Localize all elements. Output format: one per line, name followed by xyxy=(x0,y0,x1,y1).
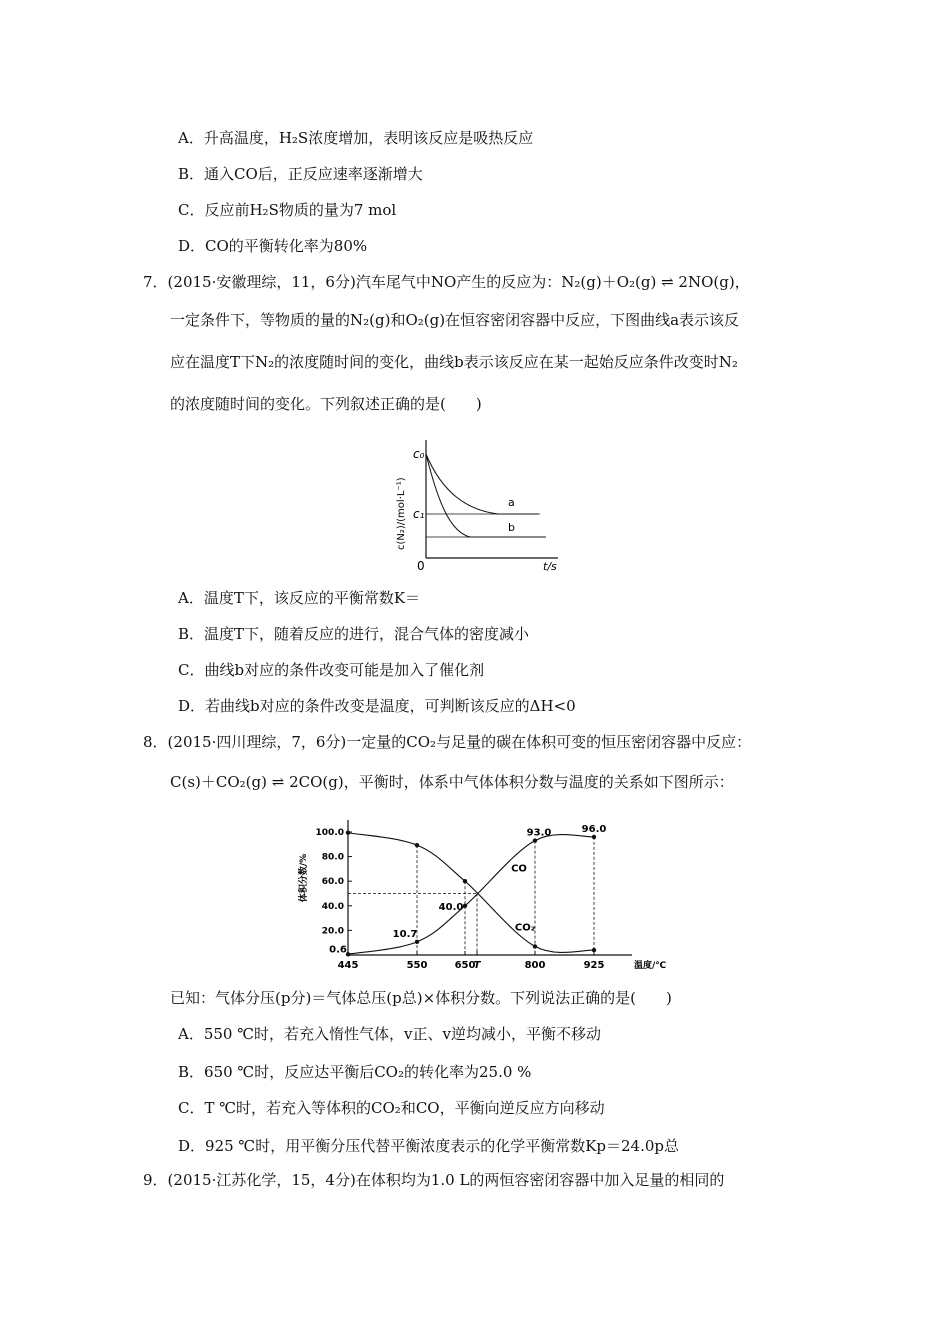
q8-option-a: A．550 ℃时，若充入惰性气体，v正、v逆均减小，平衡不移动 xyxy=(178,1025,601,1043)
q6-option-d: D．CO的平衡转化率为80% xyxy=(178,237,368,255)
q8-stem-line1: 8．(2015·四川理综，7，6分)一定量的CO₂与足量的碳在体积可变的恒压密闭容器中反应： xyxy=(143,733,752,751)
co2-curve xyxy=(348,833,594,953)
y-tick-label: 40.0 xyxy=(321,901,344,912)
data-label-93.0: 93.0 xyxy=(526,827,552,839)
q8-option-c: C．T ℃时，若充入等体积的CO₂和CO，平衡向逆反应方向移动 xyxy=(178,1099,605,1117)
q8-stem-line2: C(s)＋CO₂(g) ⇌ 2CO(g)，平衡时，体系中气体体积分数与温度的关系如下图所示： xyxy=(170,773,734,791)
y-tick-label: 100.0 xyxy=(315,828,344,838)
q7-option-c: C．曲线b对应的条件改变可能是加入了催化剂 xyxy=(178,661,485,679)
x-tick-label: 650 xyxy=(454,960,476,971)
q7-option-a: A．温度T下，该反应的平衡常数K＝ xyxy=(178,589,421,607)
curve-a xyxy=(426,454,538,514)
q7-option-b: B．温度T下，随着反应的进行，混合气体的密度减小 xyxy=(178,625,530,643)
y-tick-label: 60.0 xyxy=(321,877,344,888)
curve-b-label: b xyxy=(508,521,515,534)
y-tick-label: 80.0 xyxy=(321,852,344,863)
c0-label: c₀ xyxy=(413,447,425,461)
q7-stem-line2: 一定条件下，等物质的量的N₂(g)和O₂(g)在恒容密闭容器中反应，下图曲线a表示该反 xyxy=(170,311,740,329)
curve-b xyxy=(426,454,546,537)
x-tick-label: T xyxy=(473,960,481,971)
q6-option-b: B．通入CO后，正反应速率逐渐增大 xyxy=(178,165,423,183)
co-curve xyxy=(348,835,594,955)
data-label-40.0: 40.0 xyxy=(438,901,464,913)
volume-fraction-chart xyxy=(292,808,672,978)
origin-label: 0 xyxy=(417,559,425,573)
y-tick-label: 20.0 xyxy=(321,926,344,937)
x-axis-label: 温度/℃ xyxy=(634,961,667,971)
x-tick-label: 445 xyxy=(337,960,359,971)
x-tick-label: 800 xyxy=(524,960,546,971)
y-axis-label: 体积分数/% xyxy=(299,853,309,903)
q9-stem-line1: 9．(2015·江苏化学，15，4分)在体积均为1.0 L的两恒容密闭容器中加入足量的相同的 xyxy=(143,1171,725,1189)
q8-option-d: D．925 ℃时，用平衡分压代替平衡浓度表示的化学平衡常数Kp＝24.0p总 xyxy=(178,1137,680,1155)
x-tick-label: 925 xyxy=(583,960,605,971)
q7-stem-line3: 应在温度T下N₂的浓度随时间的变化，曲线b表示该反应在某一起始反应条件改变时N₂ xyxy=(170,353,738,371)
y-axis-label: c(N₂)/(mol·L⁻¹) xyxy=(396,477,407,550)
curve-a-label: a xyxy=(508,496,515,509)
q7-stem-line4: 的浓度随时间的变化。下列叙述正确的是( ) xyxy=(170,395,482,413)
x-axis-label: t/s xyxy=(543,560,557,573)
data-label-10.7: 10.7 xyxy=(392,928,418,940)
c1-label: c₁ xyxy=(413,507,425,521)
q8-option-b: B．650 ℃时，反应达平衡后CO₂的转化率为25.0 % xyxy=(178,1063,532,1081)
q6-option-c: C．反应前H₂S物质的量为7 mol xyxy=(178,201,397,219)
q6-option-a: A．升高温度，H₂S浓度增加，表明该反应是吸热反应 xyxy=(178,129,534,147)
data-label-96.0: 96.0 xyxy=(581,823,607,835)
q8-known: 已知：气体分压(p分)＝气体总压(p总)×体积分数。下列说法正确的是( ) xyxy=(170,989,672,1007)
q7-stem-line1: 7．(2015·安徽理综，11，6分)汽车尾气中NO产生的反应为：N₂(g)＋O₂(g) ⇌ 2NO(g)， xyxy=(143,273,750,291)
n2-concentration-chart xyxy=(380,432,570,580)
x-tick-label: 550 xyxy=(406,960,428,971)
co2-series-label: CO₂ xyxy=(514,922,536,934)
q7-option-d: D．若曲线b对应的条件改变是温度，可判断该反应的ΔH<0 xyxy=(178,697,576,715)
co-series-label: CO xyxy=(511,863,527,875)
data-label-0.6: 0.6 xyxy=(329,944,347,956)
